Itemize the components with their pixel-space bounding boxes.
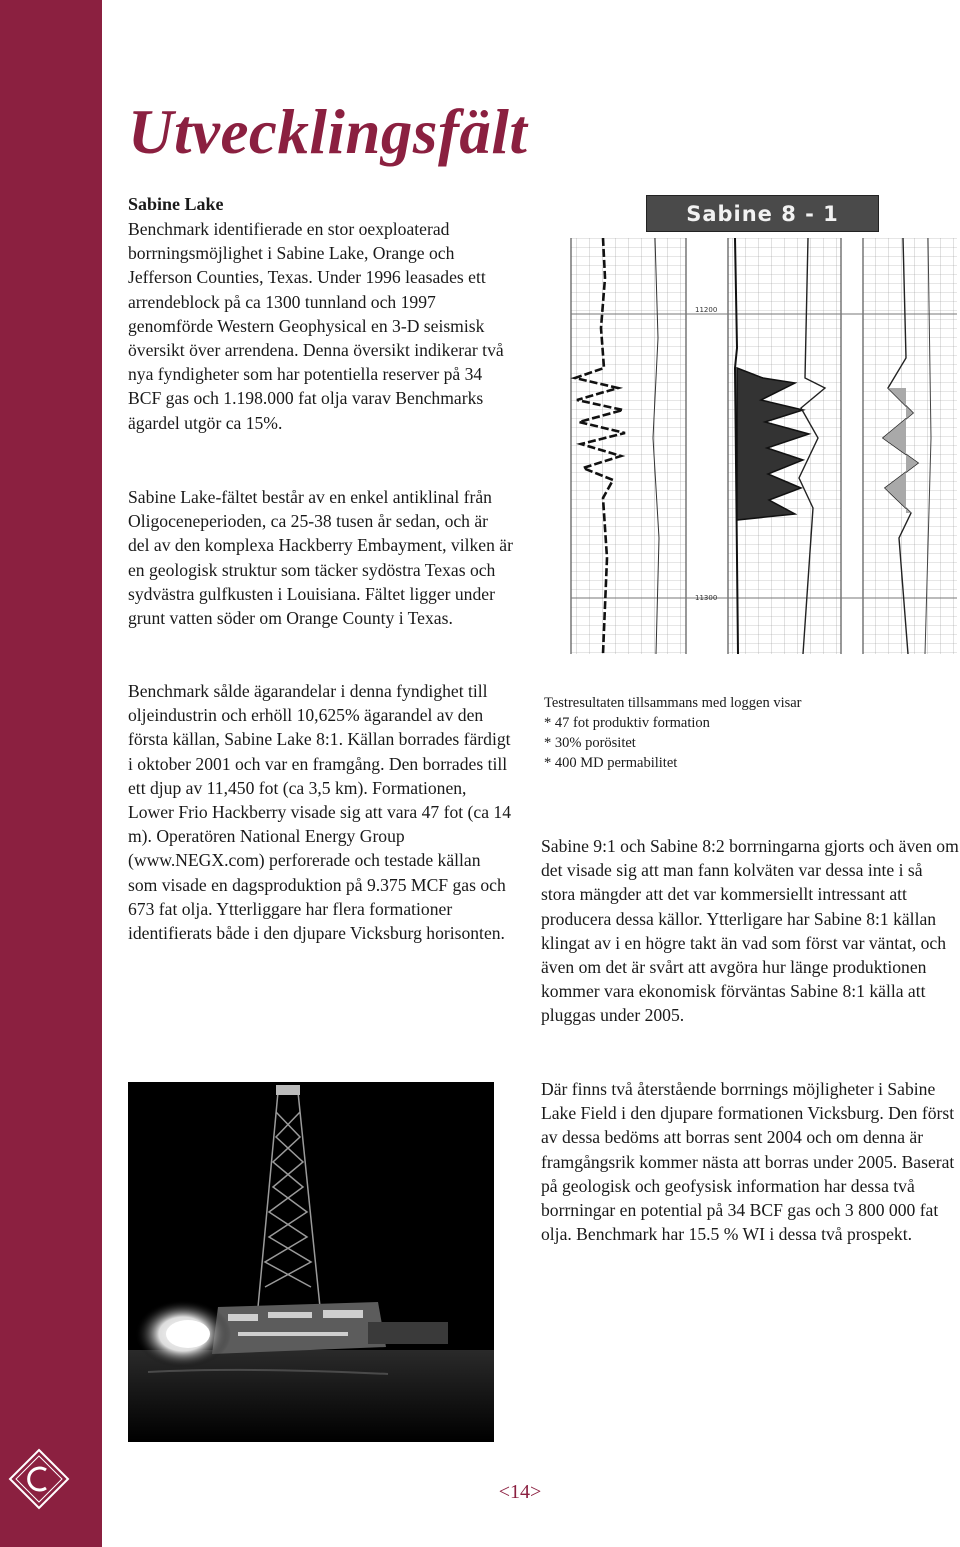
test-result-item: * 400 MD permabilitet [544,755,678,771]
intro-paragraph: Benchmark identifierade en stor oexploaterad borrningsmöjlighet i Sabine Lake, Orange och Jefferson Counties, Texas. Under 1996 leasades ett arrendeblock på ca 1300 tunnland och 1997 genomförde Western Geophysical en 3-D seismisk översikt över arrendena. Denna översikt indikerar två nya fyndigheter som har potentiella reserver på 34 BCF gas och 1.198.000 fat olja varav Benchmarks ägardel utgör ca 15%. [128,219,504,433]
depth-tick-label: 11200 [695,306,718,314]
accent-sidebar [0,0,102,1547]
section-heading: Sabine Lake [128,194,224,214]
test-results-intro: Testresultaten tillsammans med loggen visar [544,695,802,711]
prospects-paragraph: Där finns två återstående borrnings möjligheter i Sabine Lake Field i den djupare formationen Vicksburg. Den först av dessa bedöms att borras sent 2004 och om denna är framgångsrik kommer nästa att borras under 2005. Baserat på geologisk och geofysisk information har dessa två borrningar en potential på 34 BCF gas och 3 800 000 fat olja. Benchmark har 15.5 % WI i dessa två prospekt. [541,1079,955,1245]
page-number: <14> [498,1481,542,1503]
depth-tick-label: 11300 [695,594,718,602]
page-title: Utvecklingsfält [128,97,528,167]
ownership-paragraph: Benchmark sålde ägarandelar i denna fyndighet till oljeindustrin och erhöll 10,625% ägarandel av den första källan, Sabine Lake 8:1. Källan borrades färdigt i oktober 2001 och var en framgång. Den borrades till ett djup av 11,450 fot (ca 3,5 km). Formationen, Lower Frio Hackberry visade sig att vara 47 fot (ca 14 m). Operatören National Energy Group (www.NEGX.com) perforerade och testade källan som visade en dagsproduktion på 9.375 MCF gas och 673 fat olja. Ytterliggare har flera formationer identifierats både i den djupare Vicksburg horisonten. [128,681,512,944]
test-results-note [544,693,884,773]
drilling-rig-photo [128,1082,494,1442]
test-result-item: * 30% porösitet [544,735,636,751]
production-paragraph: Sabine 9:1 och Sabine 8:2 borrningarna gjorts och även om det visade sig att man fann kolväten var dessa inte i så stora mängder att det var kommersiellt intressant att producera dessa källor. Ytterligare har Sabine 8:1 källan klingat av i en högre takt än vad som först var väntat, och även om det är svårt att avgöra hur länge produktionen kommer vara ekonomisk förväntas Sabine 8:1 källa att pluggas under 2005. [541,836,959,1026]
test-result-item: * 47 fot produktiv formation [544,715,710,731]
geology-paragraph: Sabine Lake-fältet består av en enkel antiklinal från Oligoceneperioden, ca 25-38 tusen år sedan, och är del av den komplexa Hackberry Embayment, vilken är en geologisk struktur som täcker sydöstra Texas och sydvästra gulfkusten i Louisiana. Fältet ligger under grunt vatten söder om Orange County i Texas. [128,487,513,629]
well-log-label: Sabine 8 - 1 [646,195,879,232]
well-log-figure [563,238,957,654]
